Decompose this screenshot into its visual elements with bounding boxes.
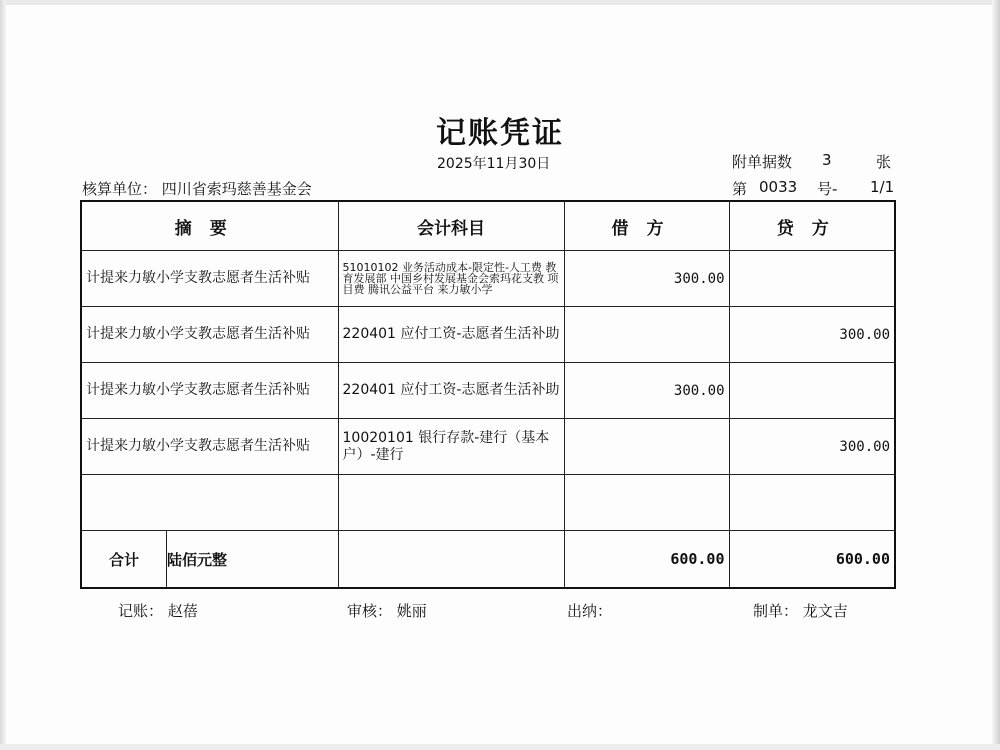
footer-bookkeeper	[118, 600, 198, 621]
row-account: 220401 应付工资-志愿者生活补助	[338, 307, 564, 363]
reviewer-name: 姚丽	[396, 602, 427, 620]
bookkeeper-label: 记账：	[118, 602, 164, 620]
attachments-label: 附单据数	[732, 153, 793, 171]
header-account: 会计科目	[338, 201, 564, 251]
bookkeeper-name: 赵蓓	[167, 602, 198, 620]
voucher-number-prefix: 第	[732, 180, 748, 198]
preparer-label: 制单：	[753, 602, 799, 620]
total-label-words-cell	[81, 531, 338, 589]
table-row	[81, 307, 895, 363]
row-account: 220401 应付工资-志愿者生活补助	[338, 363, 564, 419]
footer-reviewer	[347, 600, 427, 621]
row-summary: 计提来力敏小学支教志愿者生活补贴	[81, 363, 338, 419]
row-debit	[564, 419, 729, 475]
voucher-title: 记账凭证	[436, 116, 564, 151]
row-summary: 计提来力敏小学支教志愿者生活补贴	[81, 251, 338, 307]
voucher-table	[80, 200, 896, 589]
empty-cell	[338, 475, 564, 531]
table-row	[81, 363, 895, 419]
accounting-unit	[82, 178, 312, 199]
row-account: 51010102 业务活动成本-限定性-人工费 教育发展部 中国乡村发展基金会索玛花支教 项目费 腾讯公益平台 来力敏小学	[338, 251, 564, 307]
row-debit	[564, 307, 729, 363]
total-label: 合计	[82, 531, 167, 587]
table-row-empty	[81, 475, 895, 531]
row-credit	[729, 251, 895, 307]
attachments-unit: 张	[876, 153, 892, 171]
row-summary: 计提来力敏小学支教志愿者生活补贴	[81, 307, 338, 363]
table-row	[81, 251, 895, 307]
voucher-page: 1/1	[870, 178, 895, 196]
empty-cell	[81, 475, 338, 531]
total-amount-words: 陆佰元整	[167, 550, 228, 569]
total-credit: 600.00	[729, 531, 895, 589]
row-debit: 300.00	[564, 251, 729, 307]
attachments-count: 3	[822, 151, 832, 169]
row-account: 10020101 银行存款-建行（基本户）-建行	[338, 419, 564, 475]
total-row	[81, 531, 895, 589]
preparer-name: 龙文吉	[802, 602, 848, 620]
row-credit: 300.00	[729, 419, 895, 475]
accounting-unit-name: 四川省索玛慈善基金会	[161, 180, 312, 198]
empty-cell	[564, 475, 729, 531]
footer-preparer	[753, 600, 848, 621]
header-credit: 贷方	[729, 201, 895, 251]
scan-edge	[0, 0, 1000, 5]
voucher-number-value: 0033	[759, 178, 798, 196]
table-header-row	[81, 201, 895, 251]
header-debit: 借方	[564, 201, 729, 251]
cashier-label: 出纳：	[567, 602, 613, 620]
reviewer-label: 审核：	[347, 602, 393, 620]
row-debit: 300.00	[564, 363, 729, 419]
row-summary: 计提来力敏小学支教志愿者生活补贴	[81, 419, 338, 475]
accounting-unit-label: 核算单位：	[82, 180, 158, 198]
row-credit: 300.00	[729, 307, 895, 363]
total-debit: 600.00	[564, 531, 729, 589]
empty-cell	[729, 475, 895, 531]
header-summary: 摘要	[81, 201, 338, 251]
row-credit	[729, 363, 895, 419]
footer-cashier	[567, 600, 612, 621]
total-account-cell	[338, 531, 564, 589]
table-row	[81, 419, 895, 475]
voucher-number-suffix: 号-	[817, 180, 838, 198]
voucher-date: 2025年11月30日	[437, 156, 551, 172]
scan-edge	[0, 744, 1000, 750]
